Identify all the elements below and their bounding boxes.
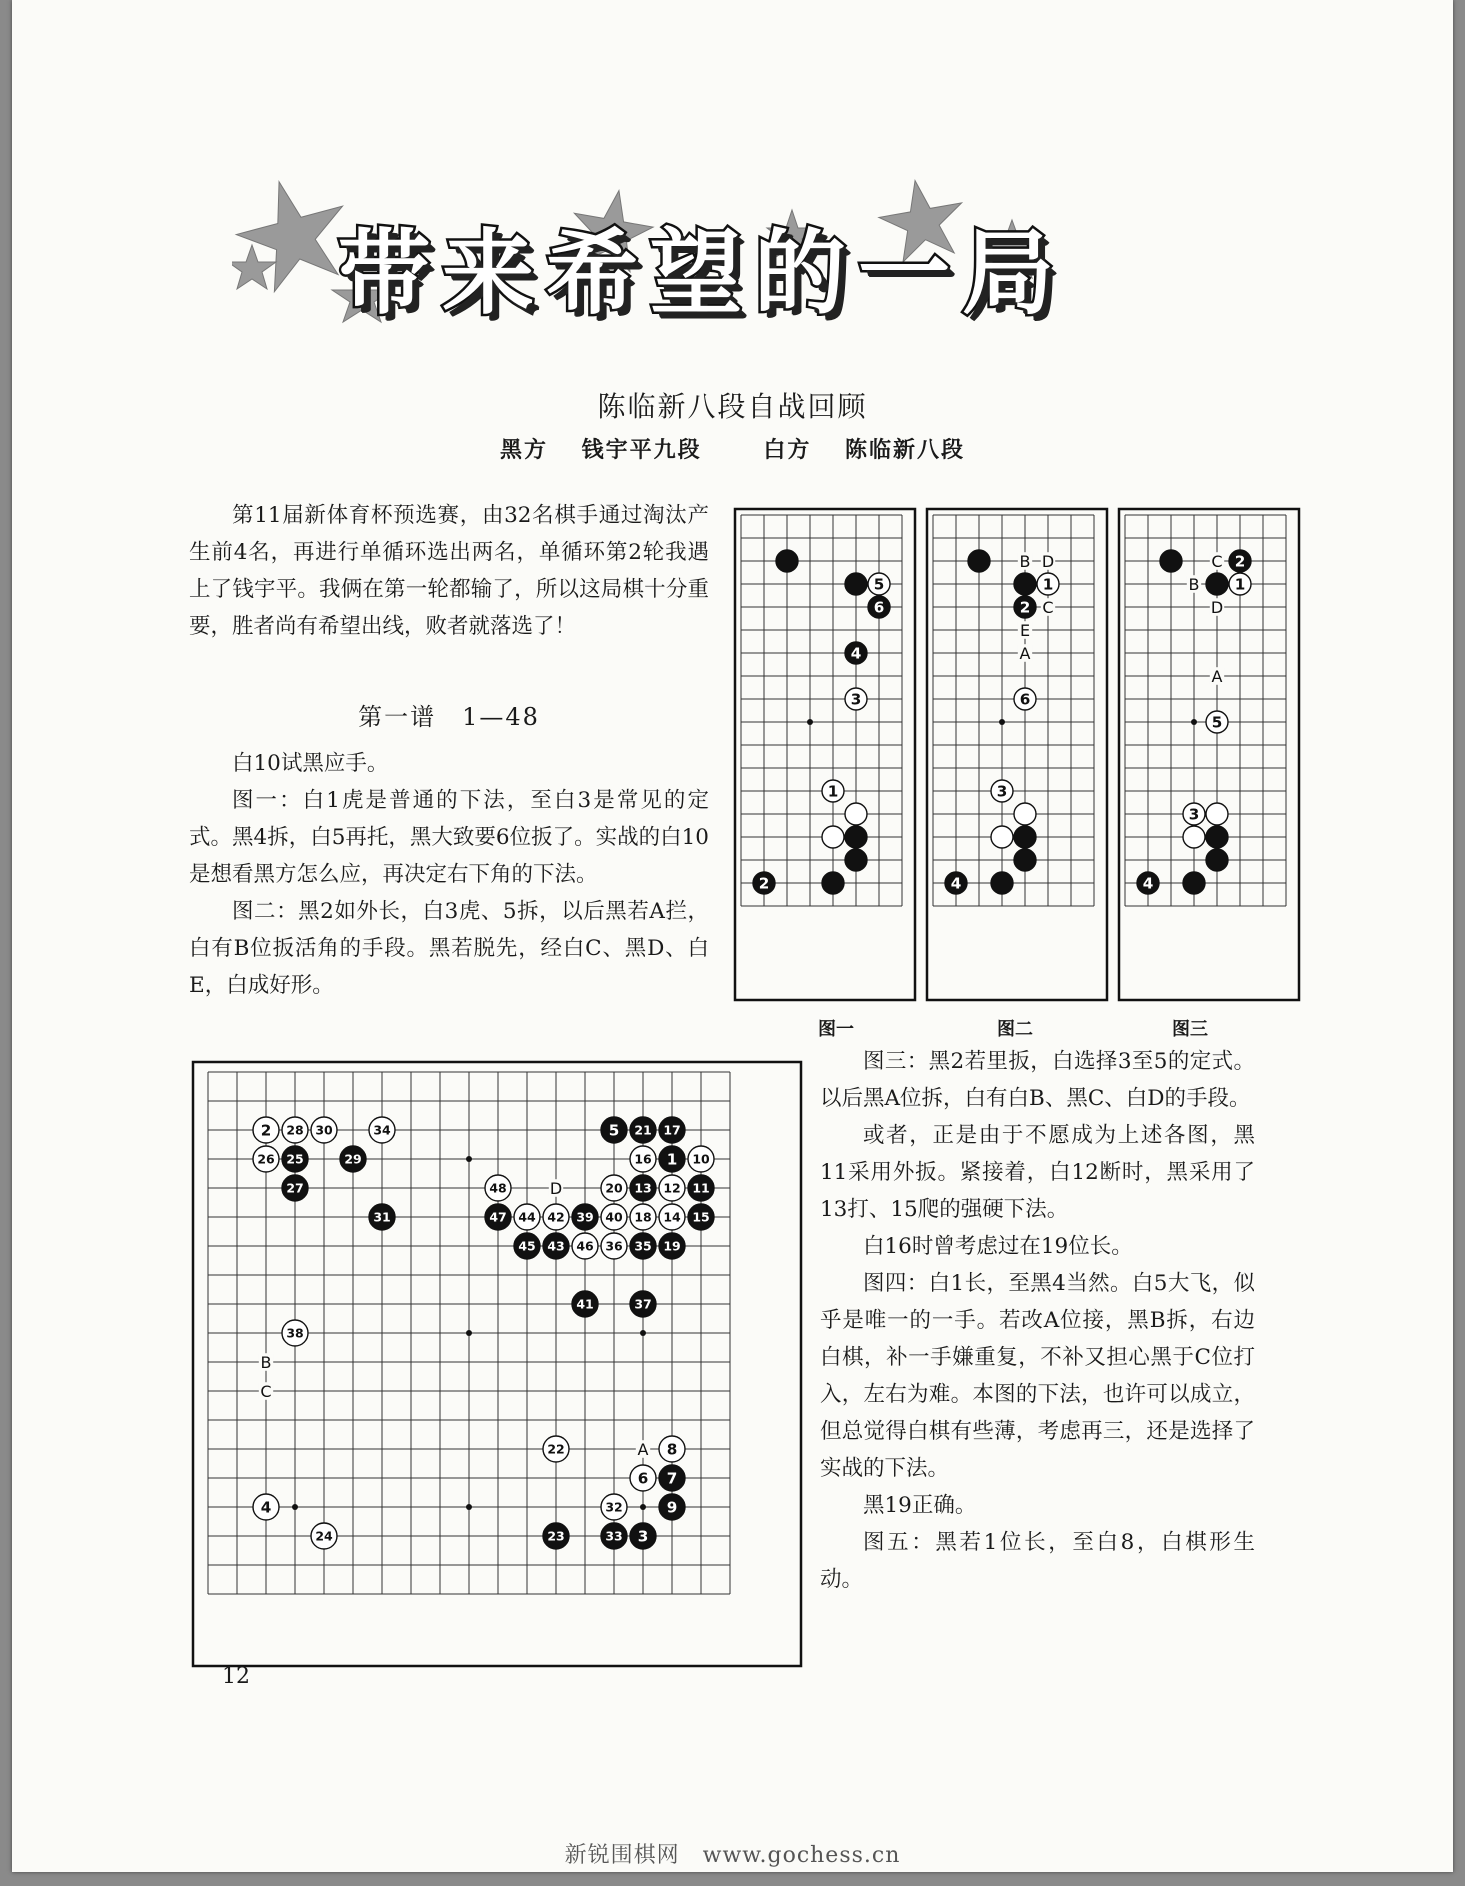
move-number: 12	[663, 1180, 681, 1196]
move-number: 16	[634, 1151, 652, 1167]
paragraph: 白16时曾考虑过在19位长。	[863, 1234, 1133, 1259]
move-number: 11	[692, 1180, 710, 1196]
move-number: 32	[605, 1499, 623, 1515]
black-stone	[845, 826, 867, 848]
board-letter: D	[1210, 597, 1224, 617]
move-number: 2	[1234, 552, 1246, 571]
board-letter: A	[1211, 666, 1223, 686]
move-number: 24	[315, 1528, 333, 1544]
move-number: 14	[663, 1209, 681, 1225]
white-stone	[822, 826, 844, 848]
board-letter: A	[637, 1439, 649, 1459]
star-point	[466, 1330, 472, 1336]
paragraph: 图一：白1虎是普通的下法，至白3是常见的定式。黑4拆，白5再托，黑大致要6位扳了。实战的白10是想看黑方怎么应，再决定右下角的下法。	[189, 788, 709, 887]
move-number: 23	[547, 1528, 565, 1544]
move-number: 4	[1142, 874, 1154, 893]
white-stone	[1206, 803, 1228, 825]
black-stone	[845, 849, 867, 871]
black-stone	[822, 872, 844, 894]
star-point	[1191, 719, 1197, 725]
diagram-3	[1115, 505, 1305, 1005]
star-point	[292, 1504, 298, 1510]
diagram-1	[731, 505, 921, 1005]
black-stone	[1206, 826, 1228, 848]
paragraph: 黑19正确。	[863, 1493, 977, 1518]
move-number: 30	[315, 1122, 333, 1138]
move-number: 44	[518, 1209, 536, 1225]
move-number: 39	[576, 1209, 594, 1225]
move-number: 4	[850, 644, 862, 663]
players-line	[12, 433, 1453, 464]
move-number: 3	[850, 690, 862, 709]
move-number: 34	[373, 1122, 391, 1138]
move-number: 26	[257, 1151, 275, 1167]
diagram-label-3: 图三	[1172, 1019, 1208, 1040]
board-grid	[1125, 515, 1286, 906]
black-stone	[1206, 573, 1228, 595]
black-stone	[845, 573, 867, 595]
column-left	[189, 745, 709, 1004]
move-number: 6	[637, 1469, 649, 1488]
move-number: 7	[666, 1469, 678, 1488]
move-number: 19	[663, 1238, 681, 1254]
page-title: 带来希望的一局	[337, 220, 1066, 327]
board-letter: C	[1042, 597, 1054, 617]
move-number: 2	[758, 874, 770, 893]
diagram-label-1: 图一	[818, 1019, 854, 1040]
move-number: 31	[373, 1209, 391, 1225]
move-number: 41	[576, 1296, 594, 1312]
move-number: 1	[1042, 575, 1054, 594]
move-number: 4	[950, 874, 962, 893]
page-number: 12	[222, 1664, 250, 1689]
board-letter: B	[1188, 574, 1200, 594]
move-number: 9	[666, 1498, 678, 1517]
board-letter: E	[1019, 620, 1031, 640]
move-number: 35	[634, 1238, 652, 1254]
black-stone	[1014, 849, 1036, 871]
paragraph: 图二：黑2如外长，白3虎、5拆，以后黑若A拦，白有B位扳活角的手段。黑若脱先，经白C、黑D、白E，白成好形。	[189, 899, 709, 998]
black-stone	[1014, 573, 1036, 595]
move-number: 46	[576, 1238, 594, 1254]
board-letter: C	[260, 1381, 272, 1401]
black-stone	[1160, 550, 1182, 572]
record-title: 第一谱 1—48	[358, 703, 540, 731]
move-number: 5	[1211, 713, 1223, 732]
white-name: 陈临新八段	[845, 438, 966, 463]
black-stone	[1183, 872, 1205, 894]
star-point	[640, 1504, 646, 1510]
board-letter: D	[1041, 551, 1055, 571]
move-number: 33	[605, 1528, 623, 1544]
move-number: 6	[873, 598, 885, 617]
star-point	[466, 1156, 472, 1162]
move-number: 6	[1019, 690, 1031, 709]
move-number: 38	[286, 1325, 304, 1341]
move-number: 22	[547, 1441, 565, 1457]
move-number: 1	[827, 782, 839, 801]
move-number: 10	[692, 1151, 710, 1167]
paragraph: 或者，正是由于不愿成为上述各图，黑11采用外扳。紧接着，白12断时，黑采用了13打、15爬的强硬下法。	[820, 1123, 1255, 1222]
white-stone	[991, 826, 1013, 848]
board-grid	[933, 515, 1094, 906]
board-letter: B	[260, 1352, 272, 1372]
subtitle: 陈临新八段自战回顾	[597, 390, 868, 423]
board-letter: C	[1211, 551, 1223, 571]
intro-paragraph	[189, 497, 709, 645]
paragraph: 图五：黑若1位长，至白8，白棋形生动。	[820, 1530, 1255, 1592]
move-number: 20	[605, 1180, 623, 1196]
move-number: 18	[634, 1209, 652, 1225]
black-stone	[776, 550, 798, 572]
diagram-label-2: 图二	[997, 1019, 1033, 1040]
star-icon	[232, 245, 276, 289]
white-stone	[1183, 826, 1205, 848]
star-point	[466, 1504, 472, 1510]
move-number: 37	[634, 1296, 652, 1312]
move-number: 36	[605, 1238, 623, 1254]
move-number: 27	[286, 1180, 304, 1196]
paragraph: 白10试黑应手。	[232, 751, 389, 776]
paragraph: 图三：黑2若里扳，白选择3至5的定式。以后黑A位拆，白有白B、黑C、白D的手段。	[820, 1049, 1255, 1111]
move-number: 1	[1234, 575, 1246, 594]
move-number: 1	[666, 1150, 678, 1169]
black-label: 黑方	[499, 438, 548, 463]
black-stone	[1206, 849, 1228, 871]
magazine-page	[12, 0, 1453, 1872]
board-letter: A	[1019, 643, 1031, 663]
move-number: 3	[1188, 805, 1200, 824]
board-letter: D	[549, 1178, 563, 1198]
move-number: 8	[666, 1440, 678, 1459]
move-number: 47	[489, 1209, 507, 1225]
star-point	[999, 719, 1005, 725]
column-right	[820, 1043, 1255, 1598]
move-number: 3	[637, 1527, 649, 1546]
move-number: 29	[344, 1151, 362, 1167]
move-number: 15	[692, 1209, 710, 1225]
white-label: 白方	[763, 438, 812, 463]
black-name: 钱宇平九段	[581, 438, 702, 463]
diagram-2	[923, 505, 1113, 1005]
white-stone	[845, 803, 867, 825]
move-number: 40	[605, 1209, 623, 1225]
star-point	[807, 719, 813, 725]
main-go-board	[185, 1058, 805, 1676]
move-number: 4	[260, 1498, 272, 1517]
footer-watermark: 新锐围棋网 www.gochess.cn	[564, 1843, 901, 1868]
move-number: 13	[634, 1180, 652, 1196]
star-point	[640, 1330, 646, 1336]
move-number: 5	[873, 575, 885, 594]
move-number: 21	[634, 1122, 652, 1138]
black-stone	[991, 872, 1013, 894]
move-number: 2	[260, 1121, 272, 1140]
move-number: 25	[286, 1151, 304, 1167]
intro-text: 第11届新体育杯预选赛，由32名棋手通过淘汰产生前4名，再进行单循环选出两名，单循环第2轮我遇上了钱宇平。我俩在第一轮都输了，所以这局棋十分重要，胜者尚有希望出线，败者就落选了！	[189, 503, 709, 639]
move-number: 17	[663, 1122, 681, 1138]
move-number: 43	[547, 1238, 565, 1254]
move-number: 2	[1019, 598, 1031, 617]
black-stone	[968, 550, 990, 572]
move-number: 48	[489, 1180, 507, 1196]
board-letter: B	[1019, 551, 1031, 571]
move-number: 45	[518, 1238, 536, 1254]
move-number: 28	[286, 1122, 304, 1138]
move-number: 42	[547, 1209, 565, 1225]
move-number: 5	[608, 1121, 620, 1140]
white-stone	[1014, 803, 1036, 825]
move-number: 3	[996, 782, 1008, 801]
paragraph: 图四：白1长，至黑4当然。白5大飞，似乎是唯一的一手。若改A位接，黑B拆，右边白棋，补一手嫌重复，不补又担心黑于C位打入，左右为难。本图的下法，也许可以成立，但总觉得白棋有些薄，考虑再三，还是选择了实战的下法。	[820, 1271, 1255, 1481]
black-stone	[1014, 826, 1036, 848]
